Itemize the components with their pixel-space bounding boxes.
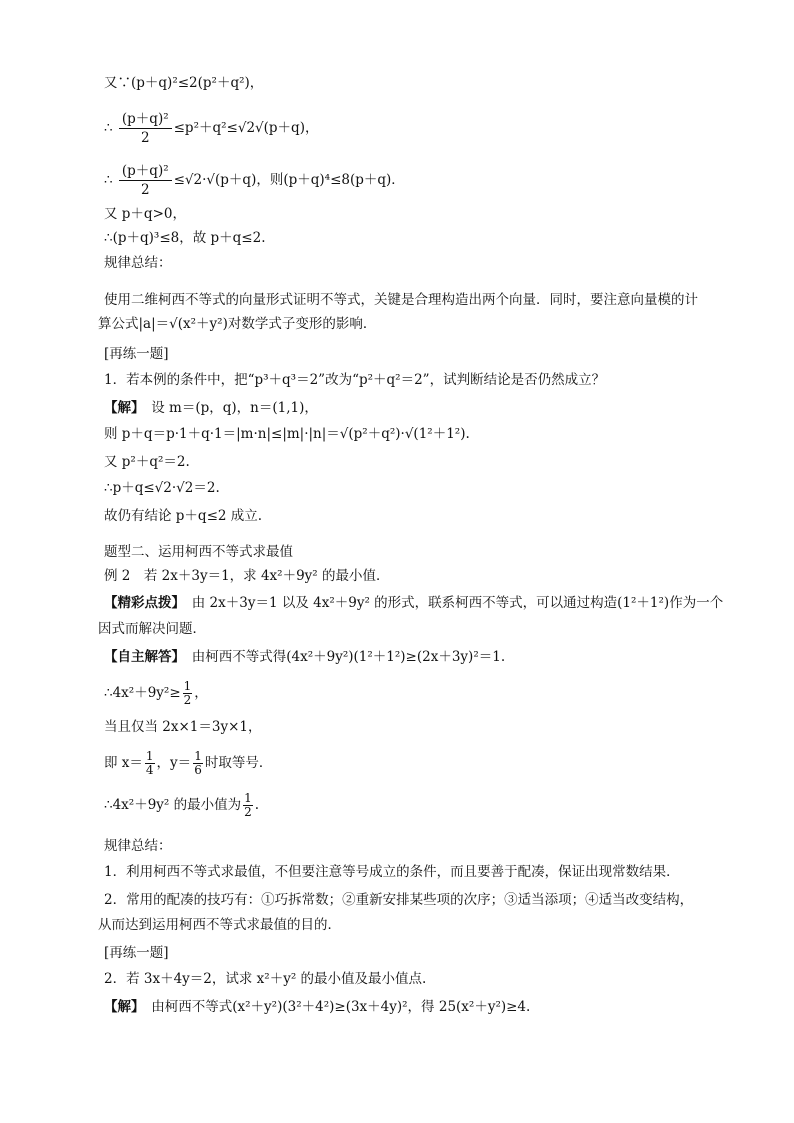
- text-line: 【精彩点拨】 由 2x＋3y＝1 以及 4x²＋9y² 的形式，联系柯西不等式，可以通过构造(1²＋1²)作为一个: [104, 595, 724, 611]
- text-line: 又 p＋q>0，: [104, 206, 186, 222]
- question-line: 1．若本例的条件中，把“p³＋q³＝2”改为“p²＋q²＝2”，试判断结论是否仍然成立？: [104, 372, 606, 388]
- text-line: 【自主解答】 由柯西不等式得(4x²＋9y²)(1²＋1²)≥(2x＋3y)²＝1.: [104, 649, 506, 665]
- therefore-symbol: ∴: [104, 120, 113, 136]
- text-line: 【解】 设 m＝(p，q)，n＝(1,1)，: [104, 400, 318, 416]
- text-line: 从而达到运用柯西不等式求最值的目的．: [98, 917, 341, 933]
- text-line: ∴(p＋q)³≤8，故 p＋q≤2.: [104, 230, 266, 246]
- text-line: 故仍有结论 p＋q≤2 成立.: [104, 508, 263, 524]
- text-line: 使用二维柯西不等式的向量形式证明不等式，关键是合理构造出两个向量．同时，要注意向量模的计: [104, 292, 698, 308]
- text-line: 【解】 由柯西不等式(x²＋y²)(3²＋4²)≥(3x＋4y)²，得 25(x²＋y²)≥4.: [104, 999, 531, 1015]
- text-line: ∴4x²＋9y²≥ $\frac{1}{2}$ ，: [104, 679, 208, 707]
- section-heading: 规律总结：: [104, 838, 172, 854]
- therefore-symbol: ∴: [104, 172, 113, 188]
- fraction: $\frac{1}{2}$: [183, 679, 192, 707]
- fraction: $\frac{1}{6}$: [194, 749, 202, 777]
- text-line: ∴ $\frac{\text{(p＋q)²}}{2}$ ≤√2·√(p＋q)，则(p＋q)⁴≤8(p＋q)．: [104, 163, 405, 198]
- section-heading: 规律总结：: [104, 255, 172, 271]
- example-line: 例 2 若 2x＋3y＝1，求 4x²＋9y² 的最小值．: [104, 568, 390, 584]
- section-heading: [再练一题]: [104, 945, 169, 961]
- solution-tag: 【解】: [104, 999, 138, 1015]
- text-line: ∴ $\frac{\text{(p＋q)²}}{2}$ ≤p²＋q²≤√2√(p＋q)，: [104, 111, 319, 146]
- text-line: ∴p＋q≤√2·√2＝2.: [104, 480, 220, 496]
- text-line: 2．常用的配凑的技巧有：①巧拆常数；②重新安排某些项的次序；③适当添项；④适当改变结构，: [104, 892, 694, 908]
- fraction: $\frac{1}{2}$: [244, 791, 252, 819]
- fraction: $\frac{\text{(p＋q)²}}{2}$: [119, 110, 172, 147]
- text-line: 1．利用柯西不等式求最值，不但要注意等号成立的条件，而且要善于配凑，保证出现常数结果．: [104, 864, 680, 880]
- text-line: ∴4x²＋9y² 的最小值为 $\frac{1}{2}$ .: [104, 791, 260, 819]
- solution-tag: 【解】: [104, 400, 138, 416]
- text-line: 又 p²＋q²＝2.: [104, 454, 190, 470]
- section-heading: [再练一题]: [104, 346, 169, 362]
- text-line: 又∵(p＋q)²≤2(p²＋q²)，: [104, 75, 264, 91]
- text-line: 即 x＝ $\frac{1}{4}$ ，y＝ $\frac{1}{6}$ 时取等号．: [104, 749, 273, 777]
- hint-tag: 【精彩点拨】: [104, 595, 179, 611]
- fraction: $\frac{1}{4}$: [145, 749, 154, 777]
- text-line: 因式而解决问题．: [98, 621, 206, 637]
- question-line: 2．若 3x＋4y＝2，试求 x²＋y² 的最小值及最小值点.: [104, 971, 427, 987]
- solution-tag: 【自主解答】: [104, 649, 179, 665]
- text-line: 当且仅当 2x×1＝3y×1，: [104, 719, 262, 735]
- text-line: 算公式|a|＝√(x²＋y²)对数学式子变形的影响．: [98, 316, 377, 332]
- section-heading: 题型二、运用柯西不等式求最值: [104, 544, 293, 560]
- text-line: 则 p＋q＝p·1＋q·1＝|m·n|≤|m|·|n|＝√(p²＋q²)·√(1²＋1²).: [104, 426, 470, 442]
- fraction: $\frac{\text{(p＋q)²}}{2}$: [119, 162, 172, 199]
